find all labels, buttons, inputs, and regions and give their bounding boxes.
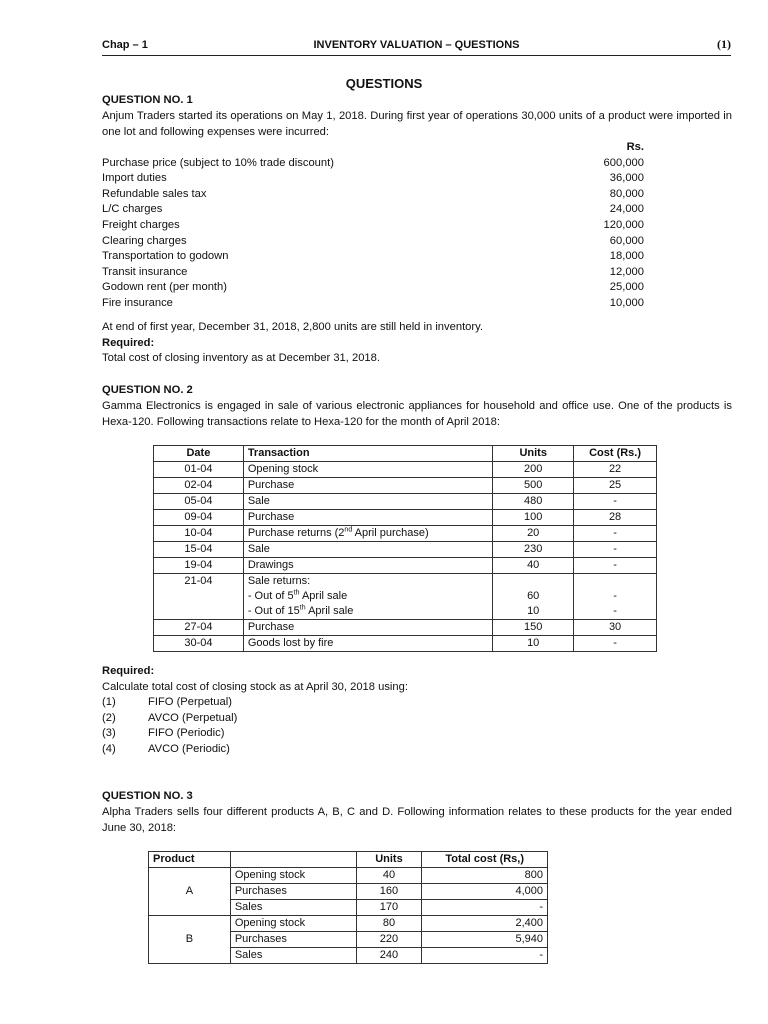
cell-cost: 5,940 — [422, 932, 548, 948]
text-fragment: Purchase returns (2 — [247, 527, 345, 539]
text-fragment: - Out of 5 — [247, 590, 294, 602]
table-row — [154, 494, 657, 510]
expense-value: 18,000 — [609, 250, 644, 263]
cell-units: 80 — [356, 916, 422, 932]
expense-value: 12,000 — [609, 265, 644, 278]
q3-products-table — [148, 851, 548, 964]
cell-transaction: Goods lost by fire — [243, 636, 492, 652]
page-header — [102, 37, 731, 56]
cell-item: Opening stock — [230, 916, 356, 932]
col-date: Date — [154, 446, 244, 462]
table-row — [154, 620, 657, 636]
cell-transaction: Drawings — [243, 558, 492, 574]
cell-units: 220 — [356, 932, 422, 948]
sale-returns-line — [248, 589, 488, 604]
cell-date: 21-04 — [154, 574, 244, 620]
expense-row — [102, 296, 644, 312]
table-row — [154, 526, 657, 542]
text-fragment: April purchase) — [352, 527, 429, 539]
expense-label: Freight charges — [102, 218, 180, 231]
q2-required-label: Required: — [102, 665, 155, 677]
col-transaction: Transaction — [243, 446, 492, 462]
expense-label: Transit insurance — [102, 265, 188, 278]
cell-date: 27-04 — [154, 620, 244, 636]
cell-units: 100 — [493, 510, 574, 526]
cell-units: 170 — [356, 900, 422, 916]
q1-required-label: Required: — [102, 337, 155, 349]
expense-row — [102, 202, 644, 218]
item-number: (1) — [102, 696, 116, 708]
cell-transaction: Sale — [243, 494, 492, 510]
cell-date: 15-04 — [154, 542, 244, 558]
expense-row — [102, 156, 644, 172]
item-number: (4) — [102, 742, 116, 755]
expense-row — [102, 249, 644, 265]
table-row-sale-returns — [154, 574, 657, 620]
page-title: QUESTIONS — [345, 76, 423, 91]
q2-heading: QUESTION NO. 2 — [102, 384, 193, 396]
table-row — [154, 510, 657, 526]
expense-row — [102, 218, 644, 234]
q2-transactions-table — [153, 445, 657, 652]
q1-required-text: Total cost of closing inventory as at December 31, 2018. — [102, 352, 380, 364]
expense-value: 24,000 — [609, 203, 644, 216]
col-units: Units — [493, 446, 574, 462]
cell-product: A — [149, 868, 231, 916]
table-header-row — [154, 446, 657, 462]
ordinal-suffix: th — [293, 589, 300, 597]
cell-date: 19-04 — [154, 558, 244, 574]
cell-units: 500 — [493, 478, 574, 494]
sale-returns-title: Sale returns: — [247, 575, 311, 587]
col-units: Units — [356, 852, 422, 868]
cell-units: 480 — [493, 494, 574, 510]
cell-cost — [574, 574, 657, 620]
item-text: AVCO (Perpetual) — [148, 711, 238, 724]
cell-item: Opening stock — [230, 868, 356, 884]
ordinal-suffix: th — [299, 604, 306, 612]
cell-cost: - — [574, 526, 657, 542]
col-cost: Cost (Rs.) — [574, 446, 657, 462]
expense-label: Refundable sales tax — [102, 187, 207, 200]
cell-units: 40 — [356, 868, 422, 884]
q1-intro: Anjum Traders started its operations on May 1, 2018. During first year of operations 30,000 units of a product were imported in one lot and following expenses were incurred: — [102, 110, 732, 138]
cell-cost: 800 — [422, 868, 548, 884]
cell-cost: - — [574, 636, 657, 652]
cell-units — [493, 574, 574, 620]
table-row — [154, 542, 657, 558]
expense-label: Fire insurance — [102, 296, 173, 309]
cell-units: 10 — [493, 636, 574, 652]
cell-date: 09-04 — [154, 510, 244, 526]
cell-cost: - — [422, 948, 548, 964]
expense-row — [102, 280, 644, 296]
ordinal-suffix: nd — [344, 526, 353, 534]
item-text: AVCO (Periodic) — [148, 742, 230, 755]
cell-units: 160 — [356, 884, 422, 900]
expense-row — [102, 187, 644, 203]
col-product: Product — [149, 852, 231, 868]
cell-product: B — [149, 916, 231, 964]
cell-units: 240 — [356, 948, 422, 964]
cell-units: 230 — [493, 542, 574, 558]
expense-value: 60,000 — [609, 234, 644, 247]
expense-value: 600,000 — [603, 156, 644, 169]
cell-date: 05-04 — [154, 494, 244, 510]
q3-intro: Alpha Traders sells four different products A, B, C and D. Following information relates to these products for the year ended June 30, 2018: — [102, 806, 732, 834]
cell-date: 01-04 — [154, 462, 244, 478]
cell-units: 150 — [493, 620, 574, 636]
item-number: (2) — [102, 711, 116, 724]
cell-item: Purchases — [230, 884, 356, 900]
currency-header-row — [102, 140, 644, 156]
cell-item: Sales — [230, 900, 356, 916]
table-row — [154, 462, 657, 478]
q1-heading: QUESTION NO. 1 — [102, 94, 193, 106]
table-row — [149, 868, 548, 884]
q1-expense-list — [102, 140, 644, 312]
cell-transaction: Purchase — [243, 620, 492, 636]
cell-cost: 25 — [574, 478, 657, 494]
q2-required-text: Calculate total cost of closing stock as at April 30, 2018 using: — [102, 681, 408, 693]
expense-label: Import duties — [102, 172, 167, 185]
cell-cost: 4,000 — [422, 884, 548, 900]
table-row — [154, 478, 657, 494]
table-row — [154, 558, 657, 574]
table-header-row — [149, 852, 548, 868]
item-text: FIFO (Perpetual) — [148, 696, 232, 708]
cell-cost: - — [574, 558, 657, 574]
expense-label: L/C charges — [102, 203, 163, 216]
cell-cost: - — [422, 900, 548, 916]
page-number: (1) — [717, 37, 731, 51]
expense-label: Transportation to godown — [102, 250, 229, 263]
expense-row — [102, 265, 644, 281]
cell-units: 20 — [493, 526, 574, 542]
text-fragment: April sale — [299, 590, 348, 602]
expense-label: Purchase price (subject to 10% trade discount) — [102, 156, 334, 169]
expense-value: 10,000 — [609, 296, 644, 309]
cell-units: 200 — [493, 462, 574, 478]
units-value: 10 — [527, 605, 540, 617]
cell-cost: 30 — [574, 620, 657, 636]
cell-cost: - — [574, 542, 657, 558]
header-title: INVENTORY VALUATION – QUESTIONS — [313, 39, 520, 51]
cell-transaction: Sale — [243, 542, 492, 558]
cell-cost: 22 — [574, 462, 657, 478]
text-fragment: April sale — [305, 605, 354, 617]
units-value: 60 — [527, 590, 540, 602]
cell-date: 02-04 — [154, 478, 244, 494]
currency-label: Rs. — [626, 141, 644, 153]
expense-value: 36,000 — [609, 172, 644, 185]
col-total-cost: Total cost (Rs,) — [422, 852, 548, 868]
text-fragment: - Out of 15 — [247, 605, 300, 617]
cell-transaction — [243, 574, 492, 620]
cost-value: - — [613, 590, 617, 602]
cell-cost: 2,400 — [422, 916, 548, 932]
expense-value: 120,000 — [603, 218, 644, 231]
cell-date: 10-04 — [154, 526, 244, 542]
table-row — [154, 636, 657, 652]
cell-cost: 28 — [574, 510, 657, 526]
col-item — [230, 852, 356, 868]
item-number: (3) — [102, 727, 116, 740]
q3-heading: QUESTION NO. 3 — [102, 790, 193, 802]
expense-row — [102, 234, 644, 250]
cell-transaction — [243, 526, 492, 542]
cell-item: Purchases — [230, 932, 356, 948]
q1-closing-note: At end of first year, December 31, 2018, 2,800 units are still held in inventory. — [102, 321, 483, 333]
cell-units: 40 — [493, 558, 574, 574]
cell-date: 30-04 — [154, 636, 244, 652]
table-row — [149, 916, 548, 932]
cell-cost: - — [574, 494, 657, 510]
expense-value: 25,000 — [609, 281, 644, 294]
q2-intro: Gamma Electronics is engaged in sale of various electronic appliances for household and office use. One of the products is Hexa-120. Following transactions relate to Hexa-120 for the month of April 2018: — [102, 400, 732, 428]
cell-transaction: Purchase — [243, 510, 492, 526]
cell-transaction: Purchase — [243, 478, 492, 494]
cell-item: Sales — [230, 948, 356, 964]
item-text: FIFO (Periodic) — [148, 727, 225, 740]
cell-transaction: Opening stock — [243, 462, 492, 478]
expense-value: 80,000 — [609, 187, 644, 200]
expense-label: Godown rent (per month) — [102, 281, 227, 294]
cost-value: - — [613, 605, 617, 617]
expense-row — [102, 171, 644, 187]
expense-label: Clearing charges — [102, 234, 187, 247]
chapter-label: Chap – 1 — [102, 39, 148, 51]
sale-returns-line — [248, 604, 488, 619]
